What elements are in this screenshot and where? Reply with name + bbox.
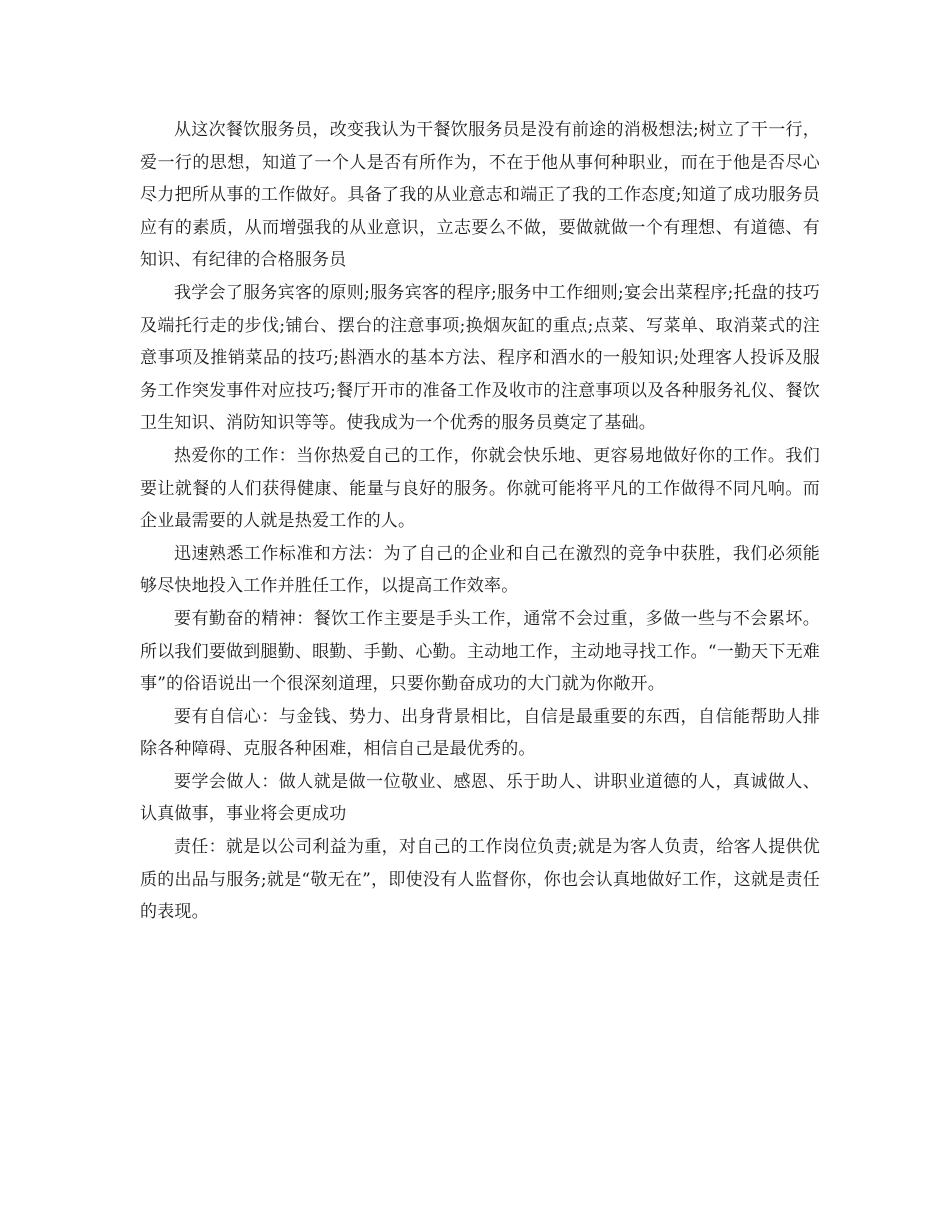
paragraph-service-skills: 我学会了服务宾客的原则;服务宾客的程序;服务中工作细则;宴会出菜程序;托盘的技巧及端托行走的步伐;铺台、摆台的注意事项;换烟灰缸的重点;点菜、写菜单、取消菜式的注意事项及推销菜品的技巧;斟酒水的基本方法、程序和酒水的一般知识;处理客人投诉及服务工作突发事件对应技巧;餐厅开市的准备工作及收市的注意事项以及各种服务礼仪、餐饮卫生知识、消防知识等等。使我成为一个优秀的服务员奠定了基础。 [140,282,820,434]
paragraph-self-confidence: 要有自信心：与金钱、势力、出身背景相比，自信是最重要的东西，自信能帮助人排除各种障碍、克服各种困难，相信自己是最优秀的。 [140,706,820,760]
paragraph-work-standards: 迅速熟悉工作标准和方法：为了自己的企业和自己在激烈的竞争中获胜，我们必须能够尽快地投入工作并胜任工作，以提高工作效率。 [140,543,820,597]
paragraph-diligence: 要有勤奋的精神：餐饮工作主要是手头工作，通常不会过重，多做一些与不会累坏。所以我们要做到腿勤、眼勤、手勤、心勤。主动地工作，主动地寻找工作。“一勤天下无难事”的俗语说出一个很深刻道理，只要你勤奋成功的大门就为你敞开。 [140,608,820,695]
paragraph-career-attitude: 从这次餐饮服务员，改变我认为干餐饮服务员是没有前途的消极想法;树立了干一行，爱一行的思想，知道了一个人是否有所作为，不在于他从事何种职业，而在于他是否尽心尽力把所从事的工作做好。具备了我的从业意志和端正了我的工作态度;知道了成功服务员应有的素质，从而增强我的从业意识，立志要么不做，要做就做一个有理想、有道德、有知识、有纪律的合格服务员 [140,120,820,271]
document-page [140,114,820,929]
paragraph-love-your-work: 热爱你的工作：当你热爱自己的工作，你就会快乐地、更容易地做好你的工作。我们要让就餐的人们获得健康、能量与良好的服务。你就可能将平凡的工作做得不同凡响。而企业最需要的人就是热爱工作的人。 [140,445,820,532]
paragraph-responsibility: 责任：就是以公司利益为重，对自己的工作岗位负责;就是为客人负责，给客人提供优质的出品与服务;就是“敬无在”，即使没有人监督你，你也会认真地做好工作，这就是责任的表现。 [140,837,820,923]
paragraph-how-to-be-a-person: 要学会做人：做人就是做一位敬业、感恩、乐于助人、讲职业道德的人，真诚做人、认真做事，事业将会更成功 [140,771,820,825]
